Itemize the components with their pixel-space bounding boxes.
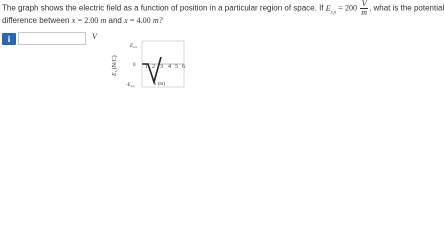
svg-text:Ex(N/C): Ex(N/C) [112, 55, 118, 76]
info-button[interactable]: i [2, 33, 16, 45]
x1-value: 2.00 [84, 16, 99, 25]
answer-input[interactable] [18, 32, 86, 45]
question-end: m? [152, 16, 163, 25]
field-value: 200 [345, 3, 358, 13]
equals-sign-2: = [129, 16, 135, 25]
x-tick-2: 2 [152, 64, 155, 70]
question-part-2: , what is the potential [369, 3, 444, 13]
x-variable-1: x [71, 16, 76, 25]
unit-m-1: m [100, 16, 107, 25]
field-symbol: $E_{s,x}$ [325, 3, 337, 16]
field-unit-fraction [360, 0, 368, 17]
y-tick-bottom-label: $-E_{s,x}$ [126, 83, 135, 88]
x2-value: 4.00 [136, 16, 151, 25]
y-tick-zero-label: 0 [133, 63, 136, 68]
x-tick-4: 4 [168, 64, 171, 70]
y-tick-top-label: $E_{s,x}$ [130, 44, 138, 49]
x-tick-5: 5 [175, 64, 178, 70]
x-tick-3: 3 [160, 64, 163, 70]
electric-field-graph [110, 40, 350, 87]
unit-numerator: V [361, 0, 367, 8]
answer-unit: V [92, 32, 97, 41]
question-line2-a: difference between [2, 16, 70, 25]
x-variable-2: x [124, 16, 128, 25]
y-axis-label [111, 55, 118, 77]
question-line-2 [2, 14, 163, 28]
x-axis-label: x (m) [154, 82, 165, 87]
and-word: and [108, 16, 122, 25]
x-tick-6: 6 [182, 64, 185, 70]
question-part-1: The graph shows the electric field as a function of position in a particular region of space. If [2, 3, 324, 13]
x-tick-1: 1 [145, 64, 148, 70]
unit-denominator: m [361, 8, 368, 17]
equals-sign-1: = [77, 16, 83, 25]
equals-sign: = [338, 3, 343, 13]
